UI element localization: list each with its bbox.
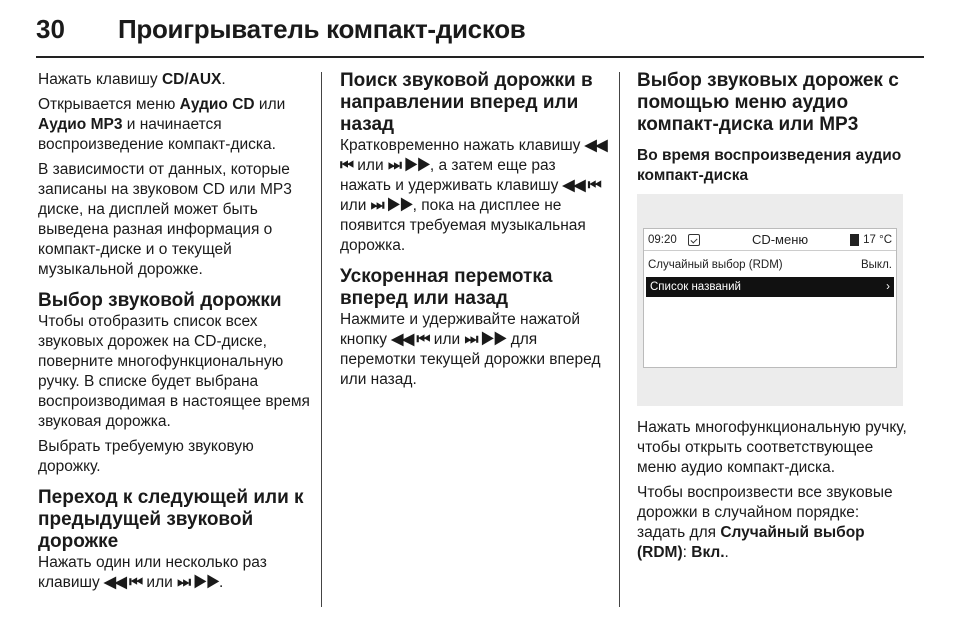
display-screenshot <box>637 194 903 406</box>
cd-icon <box>688 234 700 246</box>
paragraph-fast-forward: Нажмите и удерживайте нажатой кнопку ◀◀ ⏮ или ⏭ ▶▶ для перемотки текущей дорожки вперед или назад. <box>340 311 601 388</box>
key-cd-aux: CD/AUX <box>161 71 222 88</box>
cd-menu-screen <box>643 228 897 368</box>
column-divider-1 <box>321 72 322 607</box>
prev-track-icon: ◀◀ ⏮ <box>562 177 601 194</box>
heading-search-track: Поиск звуковой дорожки в направлении вперед или назад <box>340 70 593 135</box>
clock: 09:20 <box>648 233 677 246</box>
prev-track-icon: ◀◀ ⏮ <box>340 137 607 174</box>
paragraph-press-cd-aux: Нажать клавишу CD/AUX. <box>38 71 226 88</box>
next-track-icon: ⏭ ▶▶ <box>370 197 413 214</box>
menu-item-random-label: Случайный выбор (RDM) <box>648 259 783 271</box>
column-3 <box>637 70 907 568</box>
chevron-right-icon: › <box>886 281 890 293</box>
column-divider-2 <box>619 72 620 607</box>
next-track-icon: ⏭ ▶▶ <box>464 331 507 348</box>
heading-next-prev-track: Переход к следующей или к предыдущей звуковой дорожке <box>38 487 304 552</box>
column-2 <box>340 70 610 395</box>
heading-select-track: Выбор звуковой дорожки <box>38 290 282 311</box>
heading-menu-select: Выбор звуковых дорожек с помощью меню аудио компакт-диска или MP3 <box>637 70 899 135</box>
menu-item-track-list-label: Список названий <box>650 281 741 293</box>
paragraph-info: В зависимости от данных, которые записаны на звуковом CD или MP3 диске, на дисплей может быть выведена разная информация о компакт-диске и о текущей музыкальной дорожке. <box>38 161 292 278</box>
subheading-during-playback: Во время воспроизведения аудио компакт-диска <box>637 147 902 184</box>
phone-icon <box>850 234 859 246</box>
menu-title: CD-меню <box>751 231 809 247</box>
page-title: Проигрыватель компакт-дисков <box>118 14 526 44</box>
menu-item-track-list[interactable] <box>646 277 894 297</box>
paragraph-press-skip: Нажать один или несколько раз клавишу ◀◀ ⏮ или ⏭ ▶▶. <box>38 554 267 591</box>
next-track-icon: ⏭ ▶▶ <box>387 157 430 174</box>
page-number: 30 <box>36 14 65 44</box>
paragraph-search: Кратковременно нажать клавишу ◀◀ ⏮ или ⏭ ▶▶, а затем еще раз нажать и удерживать клавишу ◀◀ ⏮ или ⏭ ▶▶, пока на дисплее не появится требуемая музыкальная дорожка. <box>340 137 607 254</box>
status-bar <box>644 229 896 251</box>
menu-item-random[interactable] <box>644 255 896 275</box>
paragraph-track-list: Чтобы отобразить список всех звуковых дорожек на CD-диске, поверните многофункциональную ручку. В списке будет выбрана воспроизводимая в настоящее время звуковая дорожка. <box>38 313 310 430</box>
paragraph-choose-track: Выбрать требуемую звуковую дорожку. <box>38 438 254 475</box>
temperature: 17 °C <box>863 233 892 246</box>
heading-fast-forward: Ускоренная перемотка вперед или назад <box>340 266 553 309</box>
paragraph-press-knob: Нажать многофункциональную ручку, чтобы открыть соответствующее меню аудио компакт-диска. <box>637 419 907 476</box>
next-track-icon: ⏭ ▶▶ <box>177 574 220 591</box>
paragraph-menu-opens: Открывается меню Аудио CD или Аудио MP3 и начинается воспроизведение компакт-диска. <box>38 96 286 153</box>
prev-track-icon: ◀◀ ⏮ <box>391 331 430 348</box>
paragraph-random: Чтобы воспроизвести все звуковые дорожки в случайном порядке: задать для Случайный выбор (RDM): Вкл.. <box>637 484 893 561</box>
header-divider <box>36 56 924 58</box>
page-header <box>36 14 525 45</box>
column-1 <box>38 70 310 598</box>
menu-item-random-value: Выкл. <box>860 259 892 271</box>
prev-track-icon: ◀◀ ⏮ <box>104 574 143 591</box>
